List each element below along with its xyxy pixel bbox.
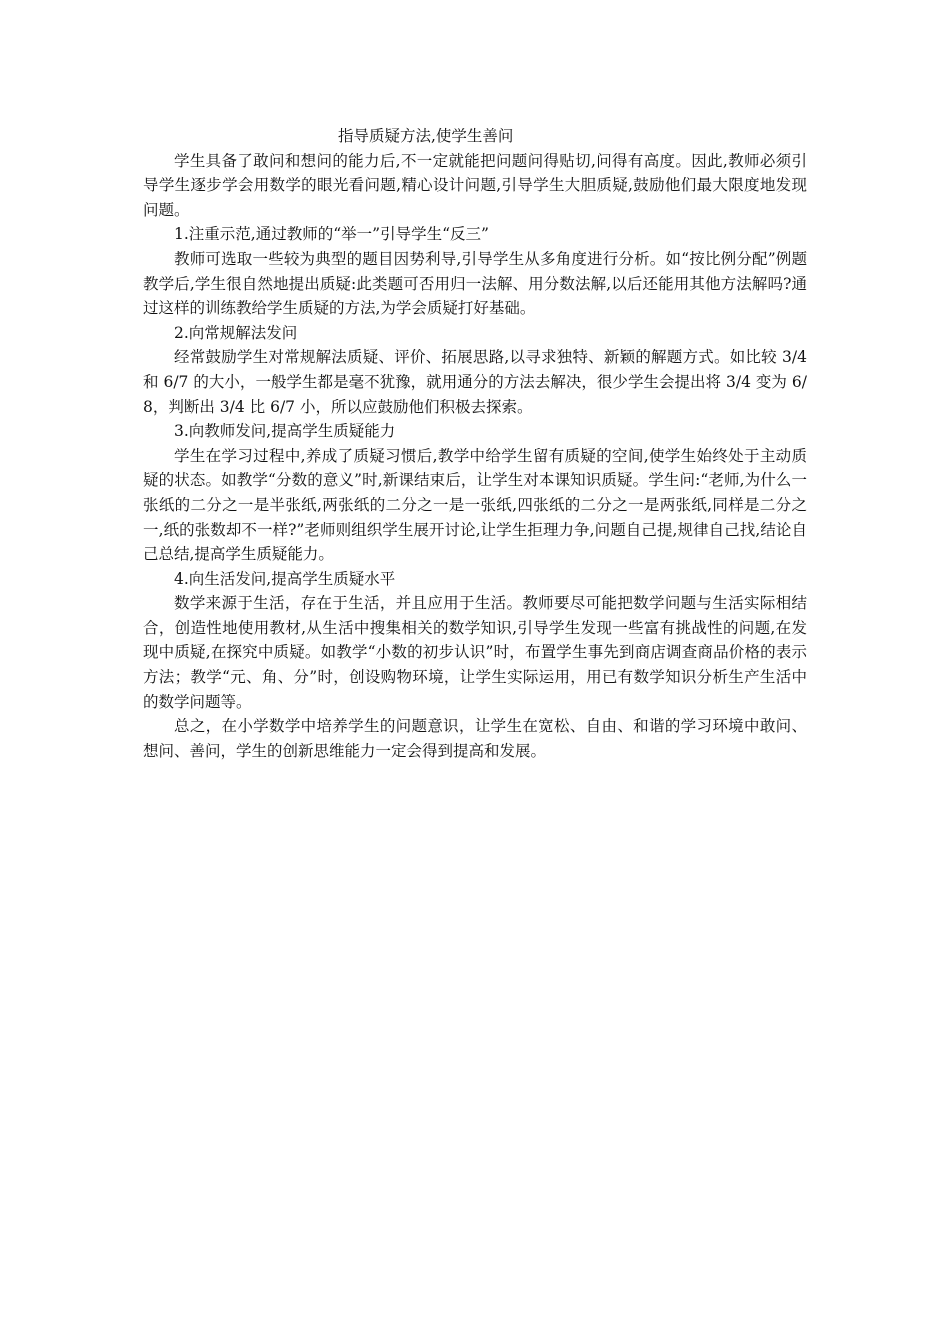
conclusion-paragraph: 总之，在小学数学中培养学生的问题意识，让学生在宽松、自由、和谐的学习环境中敢问、想问、善问，学生的创新思维能力一定会得到提高和发展。 xyxy=(143,717,807,760)
section-4-heading: 4.向生活发问,提高学生质疑水平 xyxy=(174,569,396,588)
section-4-paragraph: 数学来源于生活，存在于生活，并且应用于生活。教师要尽可能把数学问题与生活实际相结合，创造性地使用教材,从生活中搜集相关的数学知识,引导学生发现一些富有挑战性的问题,在发现中质疑,在探究中质疑。如教学“小数的初步认识”时，布置学生事先到商店调查商品价格的表示方法；教学“元、角、分”时，创设购物环境，让学生实际运用，用已有数学知识分析生产生活中的数学问题等。 xyxy=(143,594,807,711)
section-3-heading: 3.向教师发问,提高学生质疑能力 xyxy=(174,422,396,441)
document-title: 指导质疑方法,使学生善问 xyxy=(338,127,514,145)
section-2-paragraph: 经常鼓励学生对常规解法质疑、评价、拓展思路,以寻求独特、新颖的解题方式。如比较 3/4 和 6/7 的大小，一般学生都是毫不犹豫，就用通分的方法去解决，很少学生会提出将 3/4 变为 6/8，判断出 3/4 比 6/7 小，所以应鼓励他们积极去探索。 xyxy=(143,348,807,416)
section-3-paragraph: 学生在学习过程中,养成了质疑习惯后,教学中给学生留有质疑的空间,使学生始终处于主动质疑的状态。如教学“分数的意义”时,新课结束后，让学生对本课知识质疑。学生问:“老师,为什么一张纸的二分之一是半张纸,两张纸的二分之一是一张纸,四张纸的二分之一是两张纸,同样是二分之一,纸的张数却不一样?”老师则组织学生展开讨论,让学生拒理力争,问题自己提,规律自己找,结论自己总结,提高学生质疑能力。 xyxy=(143,446,807,564)
section-1-paragraph: 教师可选取一些较为典型的题目因势利导,引导学生从多角度进行分析。如“按比例分配”例题教学后,学生很自然地提出质疑:此类题可否用归一法解、用分数法解,以后还能用其他方法解吗?通过这样的训练教给学生质疑的方法,为学会质疑打好基础。 xyxy=(143,249,807,318)
section-2-heading: 2.向常规解法发问 xyxy=(174,323,298,342)
document-body xyxy=(143,124,807,763)
section-1-heading: 1.注重示范,通过教师的“举一”引导学生“反三” xyxy=(174,225,489,244)
intro-paragraph: 学生具备了敢问和想问的能力后,不一定就能把问题问得贴切,问得有高度。因此,教师必须引导学生逐步学会用数学的眼光看问题,精心设计问题,引导学生大胆质疑,鼓励他们最大限度地发现问题。 xyxy=(143,151,807,219)
